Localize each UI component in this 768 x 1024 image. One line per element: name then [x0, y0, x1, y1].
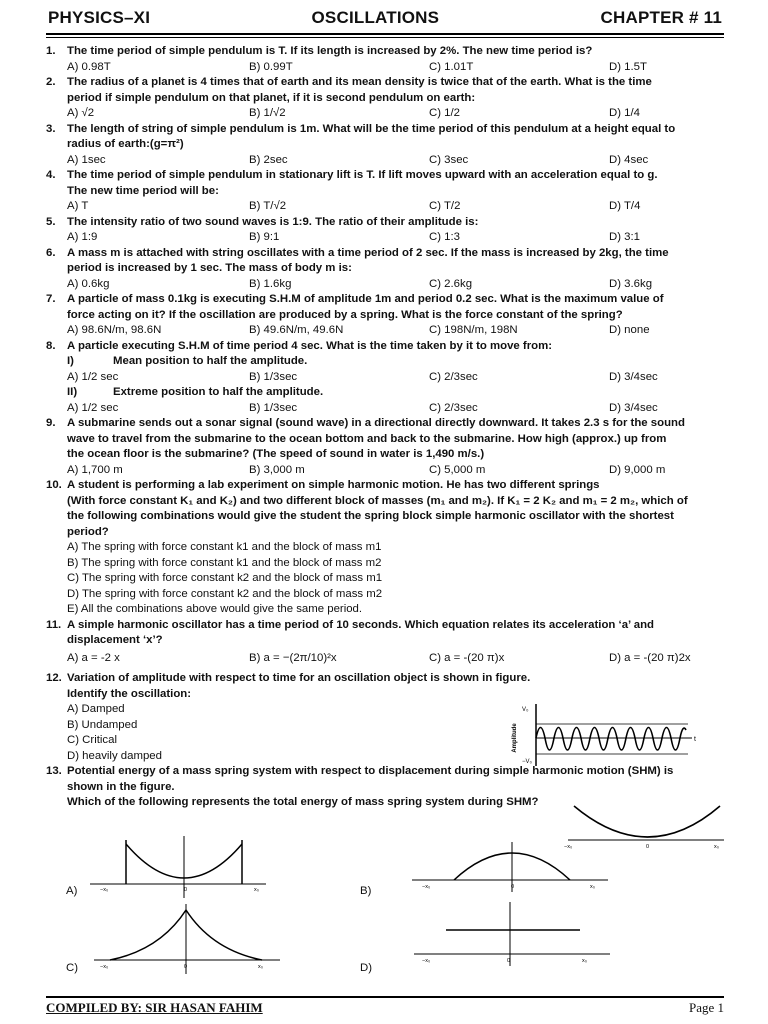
option-b: B) 2sec: [249, 153, 288, 166]
option-a-figure: [86, 836, 266, 898]
footer-rule: [46, 996, 724, 998]
svg-text:−x₀: −x₀: [100, 887, 109, 893]
question-6: 6. A mass m is attached with string oscillates with a time period of 2 sec. If the mass is increased by 2kg, the time period is increased by 1 sec. The mass of body m is: A) 0.6kg B) 1.6kg C) 2.6kg D) 3.6kg: [46, 246, 722, 293]
option-d: D) 1.5T: [609, 60, 647, 73]
svg-text:x₀: x₀: [714, 844, 720, 850]
page-header: [48, 6, 722, 30]
option-d: D) 3/4sec: [609, 401, 658, 414]
header-rule: [46, 33, 724, 35]
svg-text:x₀: x₀: [254, 887, 260, 893]
question-text: A submarine sends out a sonar signal (sound wave) in a directional directly downward. It takes 2.3 s for the sound: [67, 417, 685, 429]
option-d: D) T/4: [609, 200, 641, 212]
option-d-figure: [410, 900, 610, 966]
option-d: D) none: [609, 324, 650, 336]
option-b-label: B): [360, 885, 372, 897]
option-c: C) 3sec: [429, 153, 469, 166]
question-text: the ocean floor is the submarine? (The speed of sound in water is 1,490 m/s.): [67, 448, 485, 460]
question-text: the following combinations would give the student the spring block simple harmonic oscillator with the shortest: [67, 510, 674, 522]
option-c: C) 2/3sec: [429, 401, 478, 414]
question-text: The time period of simple pendulum is T. If its length is increased by 2%. The new time period is?: [67, 45, 593, 57]
question-text: period is increased by 1 sec. The mass of body m is:: [67, 262, 352, 274]
svg-text:−x₀: −x₀: [564, 844, 573, 850]
question-text: Variation of amplitude with respect to time for an oscillation object is shown in figure.: [67, 672, 531, 684]
option-b: B) 1.6kg: [249, 277, 292, 290]
question-text: A simple harmonic oscillator has a time period of 10 seconds. Which equation relates its acceleration ‘a’ and: [67, 618, 655, 631]
header-chapter: CHAPTER # 11: [600, 8, 722, 27]
option-a: A) 0.6kg: [67, 277, 110, 290]
question-text: radius of earth:(g=π²): [67, 138, 184, 150]
header-rule-thin: [46, 37, 724, 38]
option-c: C) 2/3sec: [429, 370, 478, 383]
option-b: B) The spring with force constant k1 and the block of mass m2: [67, 556, 382, 569]
question-text: force acting on it? If the oscillation are produced by a spring. What is the force constant of the spring?: [67, 308, 623, 321]
svg-text:x₀: x₀: [258, 964, 264, 970]
question-text: The time period of simple pendulum in stationary lift is T. If lift moves upward with an acceleration equal to g.: [67, 169, 658, 181]
question-12: 12. Variation of amplitude with respect to time for an oscillation object is shown in figure. Identify the oscillation: A) Damped B) Undamped C) Critical D) heavily damped: [46, 671, 722, 764]
option-a: A) 1sec: [67, 153, 106, 166]
svg-text:0: 0: [184, 964, 188, 970]
question-text: The new time period will be:: [67, 184, 219, 197]
question-3: 3. The length of string of simple pendulum is 1m. What will be the time period of this pendulum at a height equal to radius of earth:(g=π²) A) 1sec B) 2sec C) 3sec D) 4sec: [46, 122, 722, 169]
option-c: C) The spring with force constant k2 and the block of mass m1: [67, 572, 383, 584]
undamped-oscillation-figure: [506, 700, 702, 770]
question-13: 13. Potential energy of a mass spring system with respect to displacement during simple harmonic motion (SHM) is shown in the figure. Which of the following represents the total energy of mass spring system during SHM?: [46, 764, 722, 811]
sub-question-text: Extreme position to half the amplitude.: [113, 386, 324, 398]
question-text: period if simple pendulum on that planet, if it is second pendulum on earth:: [67, 91, 476, 104]
option-c: C) 1/2: [429, 107, 461, 119]
option-c: C) a = -(20 π)x: [429, 651, 505, 664]
option-b: B) a = −(2π/10)²x: [249, 651, 337, 664]
question-5: 5. The intensity ratio of two sound waves is 1:9. The ratio of their amplitude is: A) 1:9 B) 9:1 C) 1:3 D) 3:1: [46, 215, 722, 246]
option-a: A) T: [67, 200, 89, 212]
question-text: Identify the oscillation:: [67, 687, 192, 700]
question-1: 1. The time period of simple pendulum is T. If its length is increased by 2%. The new time period is? A) 0.98T B) 0.99T C) 1.01T D) 1.5T: [46, 44, 722, 75]
question-4: 4. The time period of simple pendulum in stationary lift is T. If lift moves upward with an acceleration equal to g. The new time period will be: A) T B) T/√2 C) T/2 D) T/4: [46, 168, 722, 215]
option-c: C) 1:3: [429, 231, 461, 243]
option-b: B) 0.99T: [249, 60, 293, 73]
question-text: The length of string of simple pendulum is 1m. What will be the time period of this pendulum at a height equal to: [67, 122, 676, 135]
question-8: 8. A particle executing S.H.M of time period 4 sec. What is the time taken by it to move from: I) Mean position to half the amplitude. A) 1/2 sec B) 1/3sec C) 2/3sec D) 3/4sec II) Extreme position to half the amplitude. A) 1/2 sec B) 1/3sec C) 2/3sec D) 3/4sec: [46, 339, 722, 417]
figure-y-label: Amplitude: [512, 723, 518, 753]
option-b: B) 3,000 m: [249, 463, 305, 476]
question-text: wave to travel from the submarine to the ocean bottom and back to the submarine. How high (approx.) up from: [67, 432, 667, 445]
question-text: A student is performing a lab experiment on simple harmonic motion. He has two different springs: [67, 479, 600, 491]
question-text: displacement ‘x’?: [67, 634, 163, 646]
svg-text:−x₀: −x₀: [100, 964, 109, 970]
option-d: D) 3/4sec: [609, 370, 658, 383]
question-text: shown in the figure.: [67, 780, 175, 793]
question-text: A particle executing S.H.M of time period 4 sec. What is the time taken by it to move from:: [67, 339, 553, 352]
question-text: A particle of mass 0.1kg is executing S.H.M of amplitude 1m and period 0.2 sec. What is the maximum value of: [67, 293, 664, 305]
option-b-figure: [408, 842, 608, 892]
header-subject: PHYSICS–XI: [48, 8, 151, 27]
option-c: C) 198N/m, 198N: [429, 324, 518, 336]
option-c-label: C): [66, 962, 79, 974]
sub-question-text: Mean position to half the amplitude.: [113, 355, 308, 367]
question-text: period?: [67, 525, 109, 538]
question-10: 10. A student is performing a lab experiment on simple harmonic motion. He has two different springs (With force constant K₁ and K₂) and two different block of masses (m₁ and m₂). If K₁ = 2 K₂ and m₁ = 2 m₂, which of the following combinations would give the student the spring block simple harmonic oscillator with the shortest period? A) The spring with force constant k1 and the block of mass m1 B) The spring with force constant k1 and the block of mass m2 C) The spring with force constant k2 and the block of mass m1 D) The spring with force constant k2 and the block of mass m2 E) All the combinations above would give the same period.: [46, 478, 722, 618]
option-d: D) 9,000 m: [609, 463, 666, 476]
option-d: D) 1/4: [609, 107, 641, 119]
question-7: 7. A particle of mass 0.1kg is executing S.H.M of amplitude 1m and period 0.2 sec. What is the maximum value of force acting on it? If the oscillation are produced by a spring. What is the force constant of the spring? A) 98.6N/m, 98.6N B) 49.6N/m, 49.6N C) 198N/m, 198N D) none: [46, 292, 722, 339]
svg-text:−x₀: −x₀: [422, 958, 431, 964]
question-text: The intensity ratio of two sound waves is 1:9. The ratio of their amplitude is:: [67, 215, 479, 228]
option-e: E) All the combinations above would give the same period.: [67, 603, 363, 615]
figure-y-bottom: −V₀: [522, 759, 532, 765]
question-text: The radius of a planet is 4 times that of earth and its mean density is twice that of the earth. What is the time: [67, 76, 652, 88]
option-c: C) T/2: [429, 200, 461, 212]
question-text: (With force constant K₁ and K₂) and two different block of masses (m₁ and m₂). If K₁ = 2 K₂ and m₁ = 2 m₂, which of: [67, 494, 688, 507]
question-11: 11. A simple harmonic oscillator has a time period of 10 seconds. Which equation relates its acceleration ‘a’ and displacement ‘x’? A) a = -2 x B) a = −(2π/10)²x C) a = -(20 π)x D) a = -(20 π)2x: [46, 618, 722, 672]
option-a-label: A): [66, 885, 78, 897]
figure-x-label: t: [694, 736, 696, 743]
option-a: A) The spring with force constant k1 and the block of mass m1: [67, 541, 382, 553]
option-d-label: D): [360, 962, 373, 974]
svg-text:0: 0: [646, 844, 650, 850]
option-c: C) Critical: [67, 734, 117, 746]
option-b: B) T/√2: [249, 200, 287, 212]
svg-text:0: 0: [184, 887, 188, 893]
question-2: 2. The radius of a planet is 4 times that of earth and its mean density is twice that of the earth. What is the time period if simple pendulum on that planet, if it is second pendulum on earth: A) √2 B) 1/√2 C) 1/2 D) 1/4: [46, 75, 722, 122]
header-topic: OSCILLATIONS: [311, 8, 440, 27]
question-list: [46, 44, 722, 811]
option-b: B) 1/√2: [249, 107, 286, 119]
svg-text:−x₀: −x₀: [422, 884, 431, 890]
option-a: A) 1/2 sec: [67, 401, 119, 414]
option-b: B) 1/3sec: [249, 370, 298, 383]
option-b: B) 49.6N/m, 49.6N: [249, 324, 344, 336]
option-a: A) a = -2 x: [67, 651, 120, 664]
option-d: D) The spring with force constant k2 and the block of mass m2: [67, 587, 383, 600]
option-c: C) 5,000 m: [429, 463, 486, 476]
svg-text:0: 0: [507, 958, 511, 964]
option-d: D) 3:1: [609, 231, 641, 243]
question-text: A mass m is attached with string oscillates with a time period of 2 sec. If the mass is increased by 2kg, the time: [67, 246, 669, 259]
option-b: B) Undamped: [67, 718, 138, 731]
option-c: C) 1.01T: [429, 60, 474, 73]
option-d: D) 4sec: [609, 153, 649, 166]
option-d: D) heavily damped: [67, 749, 162, 762]
option-d: D) a = -(20 π)2x: [609, 651, 691, 664]
question-text: Which of the following represents the total energy of mass spring system during SHM?: [67, 796, 539, 808]
option-d: D) 3.6kg: [609, 277, 653, 290]
option-a: A) Damped: [67, 703, 125, 715]
option-a: A) 1/2 sec: [67, 370, 119, 383]
page-number: Page 1: [688, 1000, 724, 1015]
figure-y-top: V₀: [522, 707, 529, 713]
option-c: C) 2.6kg: [429, 277, 473, 290]
svg-text:0: 0: [511, 884, 515, 890]
svg-text:x₀: x₀: [582, 958, 588, 964]
option-a: A) 1:9: [67, 231, 98, 243]
option-a: A) 0.98T: [67, 60, 111, 73]
footer-compiler: COMPILED BY: SIR HASAN FAHIM: [46, 1000, 263, 1015]
option-a: A) 98.6N/m, 98.6N: [67, 324, 162, 336]
question-text: Potential energy of a mass spring system with respect to displacement during simple harmonic motion (SHM) is: [67, 765, 674, 777]
option-b: B) 9:1: [249, 231, 280, 243]
option-b: B) 1/3sec: [249, 401, 298, 414]
question-9: 9. A submarine sends out a sonar signal (sound wave) in a directional directly downward. It takes 2.3 s for the sound wave to travel from the submarine to the ocean bottom and back to the submarine. How high (approx.) up from the ocean floor is the submarine? (The speed of sound in water is 1,490 m/s.) A) 1,700 m B) 3,000 m C) 5,000 m D) 9,000 m: [46, 416, 722, 478]
option-a: A) 1,700 m: [67, 463, 123, 476]
option-a: A) √2: [67, 107, 95, 119]
option-c-figure: [90, 900, 280, 974]
svg-text:x₀: x₀: [590, 884, 596, 890]
